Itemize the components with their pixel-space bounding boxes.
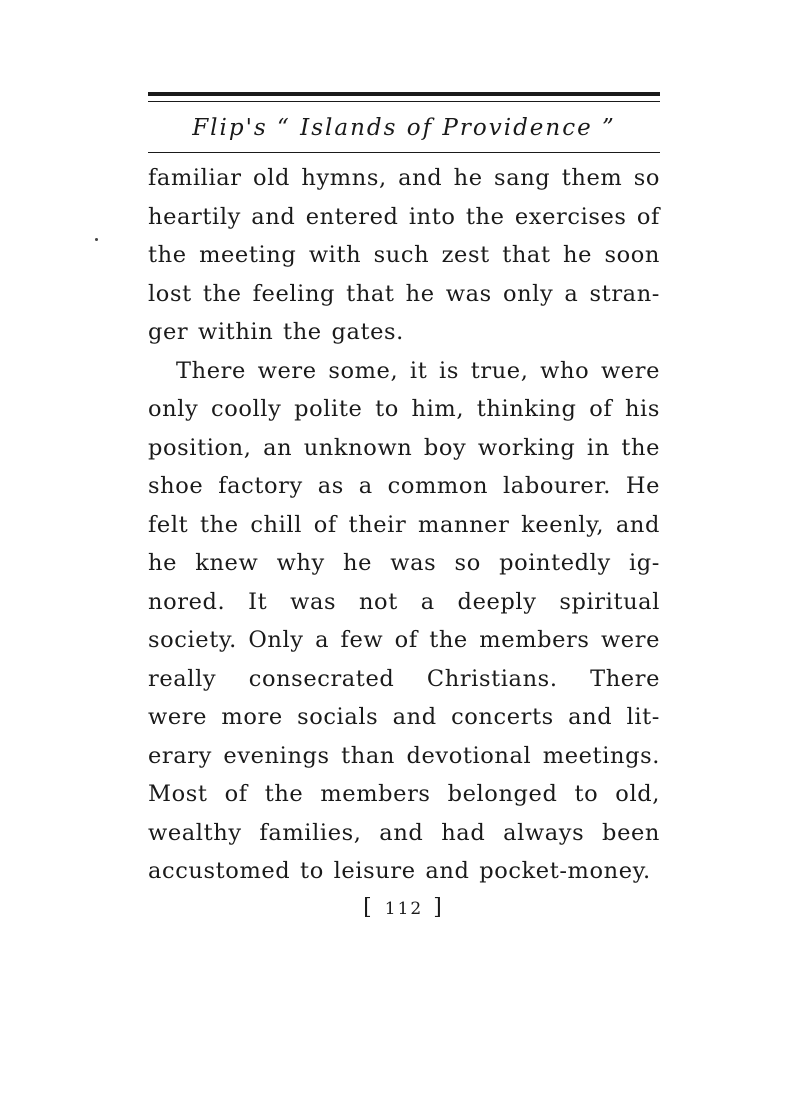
folio-open-bracket: [ <box>363 894 375 920</box>
text-line: erary evenings than devotional meetings. <box>148 742 660 769</box>
page-number <box>148 895 660 920</box>
running-head: Flip's “ Islands of Providence ” <box>192 115 616 141</box>
book-page <box>148 92 660 920</box>
folio-number: 112 <box>384 898 424 919</box>
header-thick-rule <box>148 92 660 96</box>
header-bottom-rule <box>148 152 660 153</box>
text-line: only coolly polite to him, thinking of his <box>148 396 660 422</box>
text-line: There were some, it is true, who were <box>176 357 660 384</box>
text-line: the meeting with such zest that he soon <box>148 242 660 268</box>
page-body <box>148 159 660 891</box>
margin-speck <box>95 238 98 241</box>
text-line: shoe factory as a common labourer. He <box>148 473 660 499</box>
folio-close-bracket: ] <box>433 894 445 920</box>
text-line: felt the chill of their manner keenly, and <box>148 511 660 538</box>
text-line: were more socials and concerts and lit- <box>148 704 660 730</box>
text-line: position, an unknown boy working in the <box>148 434 660 461</box>
text-line: familiar old hymns, and he sang them so <box>148 165 660 191</box>
text-line: ger within the gates. <box>148 319 404 345</box>
text-line: he knew why he was so pointedly ig- <box>148 550 660 576</box>
text-line: wealthy families, and had always been <box>148 819 660 846</box>
text-line: society. Only a few of the members were <box>148 627 660 653</box>
text-line: nored. It was not a deeply spiritual <box>148 588 660 615</box>
text-line: heartily and entered into the exercises of <box>148 203 660 230</box>
text-line: accustomed to leisure and pocket-money. <box>148 858 651 884</box>
text-line: Most of the members belonged to old, <box>148 781 660 807</box>
text-line: lost the feeling that he was only a stran- <box>148 280 660 307</box>
text-line: really consecrated Christians. There <box>148 665 660 692</box>
